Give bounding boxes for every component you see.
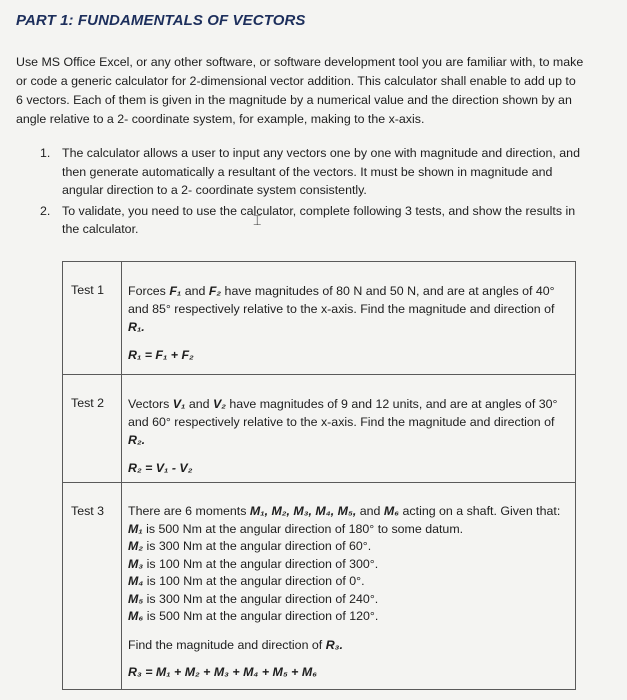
test-label: Test 2 <box>63 375 122 483</box>
test-equation: R₁ = F₁ + F₂ <box>128 348 194 362</box>
test-description: Forces F₁ and F₂ have magnitudes of 80 N and 50 N, and are at angles of 40° and 85° respectively relative to the x-axis. Find the magnitude and direction of R₁. <box>128 284 555 334</box>
vector-symbol: F₁ <box>169 284 182 298</box>
result-symbol: R₁. <box>128 320 145 334</box>
tests-table <box>62 261 576 690</box>
test-equation: R₂ = V₁ - V₂ <box>128 461 193 475</box>
list-item <box>40 144 585 200</box>
table-row <box>63 483 576 690</box>
table-row <box>63 375 576 483</box>
test-body <box>122 483 576 690</box>
moment-line: M₁ is 500 Nm at the angular direction of 180° to some datum. <box>128 521 464 536</box>
list-text: To validate, you need to use the calculator, complete following 3 tests, and show the results in the calculator. <box>62 203 576 236</box>
moment-symbol: M₆ <box>383 504 400 518</box>
moment-symbols: M₁, M₂, M₃, M₄, M₅, <box>249 504 357 518</box>
test-body <box>122 375 576 483</box>
result-symbol: R₂. <box>128 433 146 447</box>
find-instruction: Find the magnitude and direction of R₃. <box>128 637 343 652</box>
test-description: There are 6 moments M₁, M₂, M₃, M₄, M₅, and M₆ acting on a shaft. Given that: M₁ is 500 Nm at the angular direction of 180° to some datum. M₂ is 300 Nm at the angular direction of 60°. M₃ is 100 Nm at the angular direction of 300°. M₄ is 100 Nm at the angular direction of 0°. M₅ is 300 Nm at the angular direction of 240°. M₆ is 500 Nm at the angular direction of 120°. <box>128 503 567 626</box>
vector-symbol: V₂ <box>212 397 226 411</box>
result-symbol: R₃. <box>325 637 343 652</box>
vector-symbol: F₂ <box>208 284 222 298</box>
moment-line: M₄ is 100 Nm at the angular direction of 0°. <box>128 574 365 588</box>
list-number: 2. <box>40 203 51 218</box>
test-label: Test 1 <box>63 262 122 375</box>
list-item <box>40 202 585 239</box>
list-number: 1. <box>40 146 51 160</box>
test-equation: R₃ = M₁ + M₂ + M₃ + M₄ + M₅ + M₆ <box>128 664 318 679</box>
text-cursor-icon: ⌶ <box>253 213 262 229</box>
list-text: The calculator allows a user to input any vectors one by one with magnitude and direction, and then generate automatically a resultant of the vectors. It must be shown in magnitude and angular direction to a 2- coordinate system consistently. <box>62 146 580 197</box>
moment-line: M₅ is 300 Nm at the angular direction of 240°. <box>128 591 379 606</box>
moment-line: M₆ is 500 Nm at the angular direction of 120°. <box>128 609 379 623</box>
table-row <box>63 262 576 375</box>
vector-symbol: V₁ <box>172 397 186 411</box>
page-title: PART 1: FUNDAMENTALS OF VECTORS <box>16 12 306 29</box>
test-description: Vectors V₁ and V₂ have magnitudes of 9 and 12 units, and are at angles of 30° and 60° respectively relative to the x-axis. Find the magnitude and direction of R₂. <box>128 397 558 447</box>
moment-line: M₂ is 300 Nm at the angular direction of 60°. <box>128 539 372 553</box>
intro-paragraph: Use MS Office Excel, or any other software, or software development tool you are familiar with, to make or code a generic calculator for 2-dimensional vector addition. This calculator shall enable to add up to 6 vectors. Each of them is given in the magnitude by a numerical value and the direction shown by an angle relative to a 2- coordinate system, for example, making to the x-axis. <box>16 55 584 126</box>
requirements-list <box>40 144 585 239</box>
test-label: Test 3 <box>63 483 122 690</box>
test-body <box>122 262 576 375</box>
moment-line: M₃ is 100 Nm at the angular direction of 300°. <box>128 556 379 571</box>
